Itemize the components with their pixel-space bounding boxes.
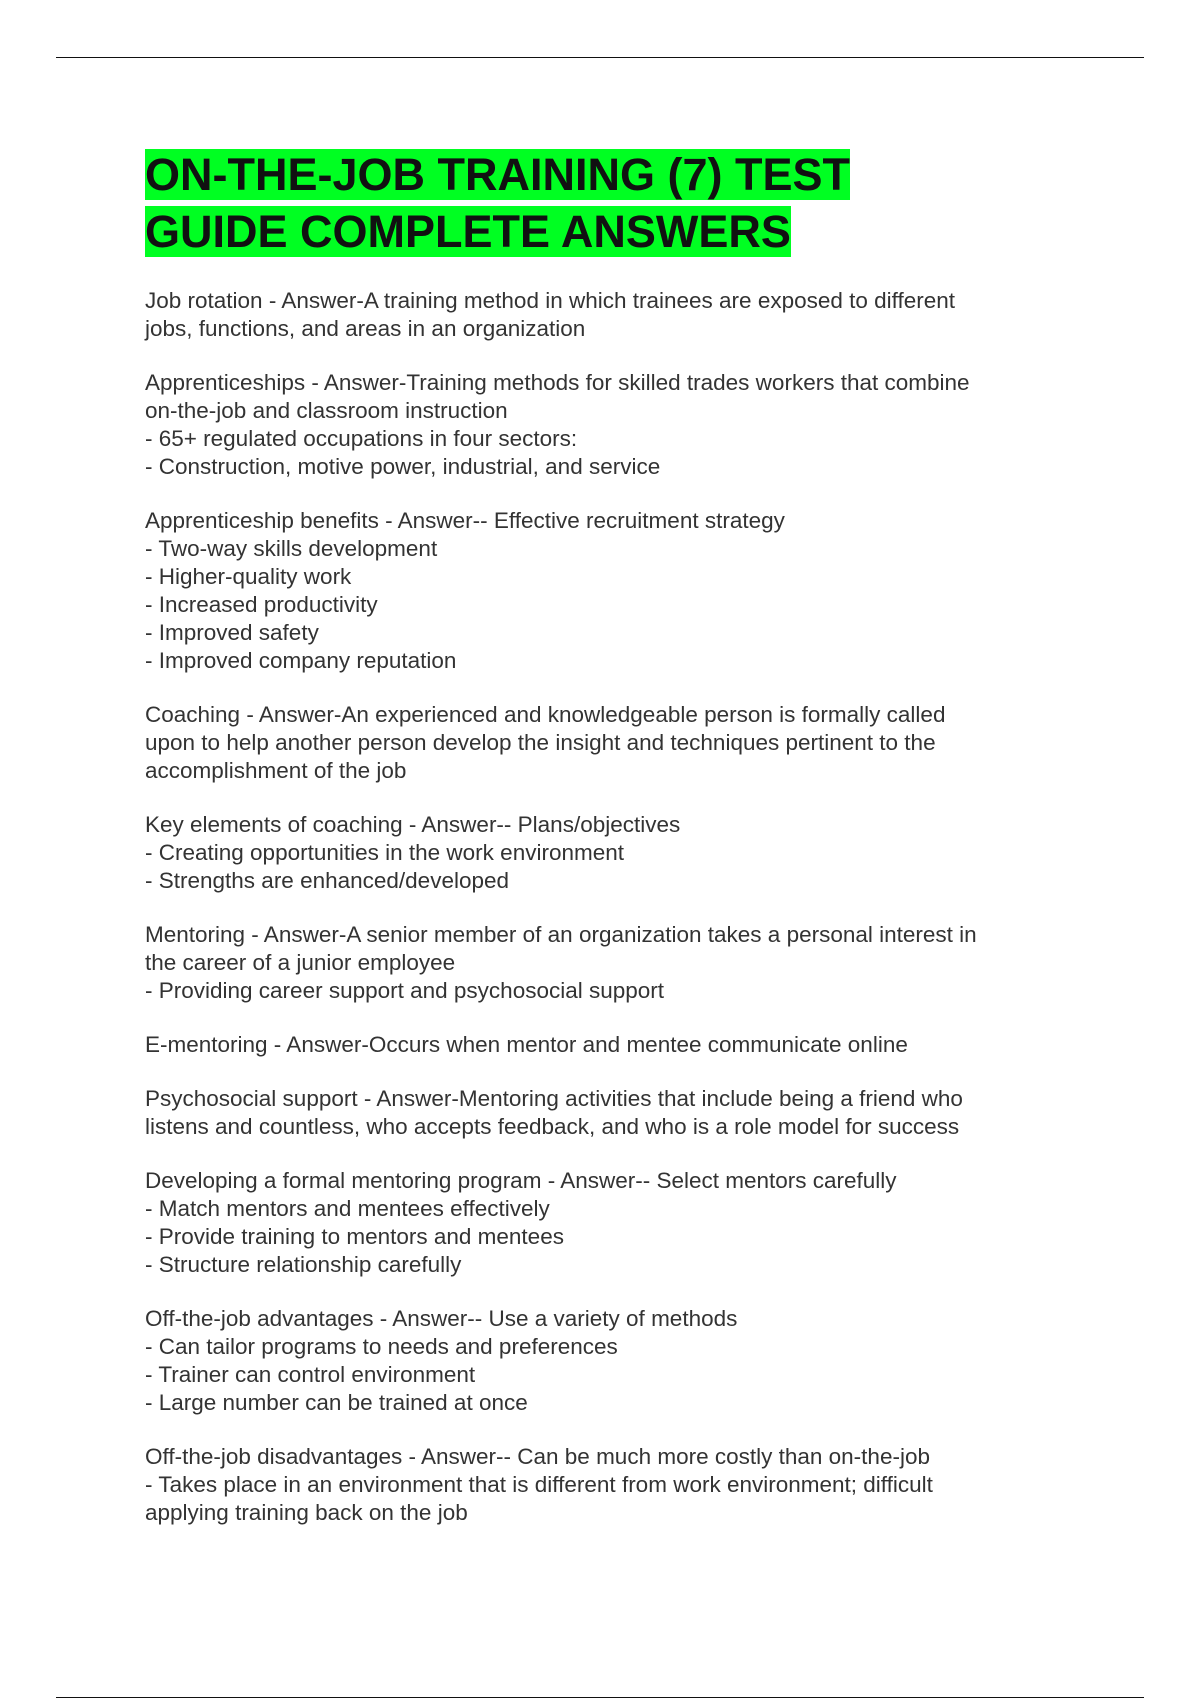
- entry-line: - Higher-quality work: [145, 564, 352, 589]
- bottom-rule: [56, 1697, 1144, 1698]
- entry-line: Apprenticeship benefits - Answer-- Effective recruitment strategy: [145, 508, 785, 533]
- entry-line: - Structure relationship carefully: [145, 1252, 462, 1277]
- entry-job-rotation: [145, 287, 1065, 343]
- entry-line: - Strengths are enhanced/developed: [145, 868, 510, 893]
- entry-line: Key elements of coaching - Answer-- Plans/objectives: [145, 812, 681, 837]
- title-line: GUIDE COMPLETE ANSWERS: [145, 206, 791, 257]
- entry-line: Job rotation - Answer-A training method in which trainees are exposed to different: [145, 288, 956, 313]
- entry-line: on-the-job and classroom instruction: [145, 398, 508, 423]
- entry-line: the career of a junior employee: [145, 950, 456, 975]
- entry-line: - Creating opportunities in the work environment: [145, 840, 624, 865]
- entry-line: - 65+ regulated occupations in four sectors:: [145, 426, 578, 451]
- entry-off-the-job-disadvantages: [145, 1443, 1065, 1527]
- entry-line: - Trainer can control environment: [145, 1362, 476, 1387]
- entry-key-elements-coaching: [145, 811, 1065, 895]
- entry-psychosocial-support: [145, 1085, 1065, 1141]
- entry-line: Mentoring - Answer-A senior member of an organization takes a personal interest in: [145, 922, 977, 947]
- entry-line: - Two-way skills development: [145, 536, 438, 561]
- entry-line: Psychosocial support - Answer-Mentoring activities that include being a friend who: [145, 1086, 963, 1111]
- entry-line: Apprenticeships - Answer-Training methods for skilled trades workers that combine: [145, 370, 970, 395]
- entry-off-the-job-advantages: [145, 1305, 1065, 1417]
- entry-line: listens and countless, who accepts feedback, and who is a role model for success: [145, 1114, 960, 1139]
- entry-line: Off-the-job advantages - Answer-- Use a variety of methods: [145, 1306, 738, 1331]
- entry-line: applying training back on the job: [145, 1500, 468, 1525]
- entry-line: Developing a formal mentoring program - Answer-- Select mentors carefully: [145, 1168, 897, 1193]
- entry-coaching: [145, 701, 1065, 785]
- entry-line: - Providing career support and psychosocial support: [145, 978, 665, 1003]
- entry-line: E-mentoring - Answer-Occurs when mentor and mentee communicate online: [145, 1032, 908, 1057]
- entry-line: jobs, functions, and areas in an organization: [145, 316, 586, 341]
- entry-line: - Increased productivity: [145, 592, 378, 617]
- entry-line: accomplishment of the job: [145, 758, 407, 783]
- entry-line: - Improved safety: [145, 620, 319, 645]
- entry-apprenticeship-benefits: [145, 507, 1065, 675]
- title-line: ON-THE-JOB TRAINING (7) TEST: [145, 149, 850, 200]
- document-body: [145, 146, 1065, 1553]
- entry-line: - Construction, motive power, industrial, and service: [145, 454, 661, 479]
- entry-formal-mentoring-program: [145, 1167, 1065, 1279]
- document-title: [145, 146, 1065, 260]
- entry-apprenticeships: [145, 369, 1065, 481]
- entry-mentoring: [145, 921, 1065, 1005]
- entry-line: Off-the-job disadvantages - Answer-- Can be much more costly than on-the-job: [145, 1444, 930, 1469]
- entry-line: upon to help another person develop the insight and techniques pertinent to the: [145, 730, 936, 755]
- entry-line: - Can tailor programs to needs and preferences: [145, 1334, 618, 1359]
- entry-line: - Provide training to mentors and mentees: [145, 1224, 564, 1249]
- entry-e-mentoring: [145, 1031, 1065, 1059]
- entry-line: - Match mentors and mentees effectively: [145, 1196, 550, 1221]
- top-rule: [56, 57, 1144, 58]
- entry-line: Coaching - Answer-An experienced and knowledgeable person is formally called: [145, 702, 946, 727]
- entry-line: - Takes place in an environment that is different from work environment; difficult: [145, 1472, 933, 1497]
- entry-line: - Large number can be trained at once: [145, 1390, 528, 1415]
- entry-line: - Improved company reputation: [145, 648, 457, 673]
